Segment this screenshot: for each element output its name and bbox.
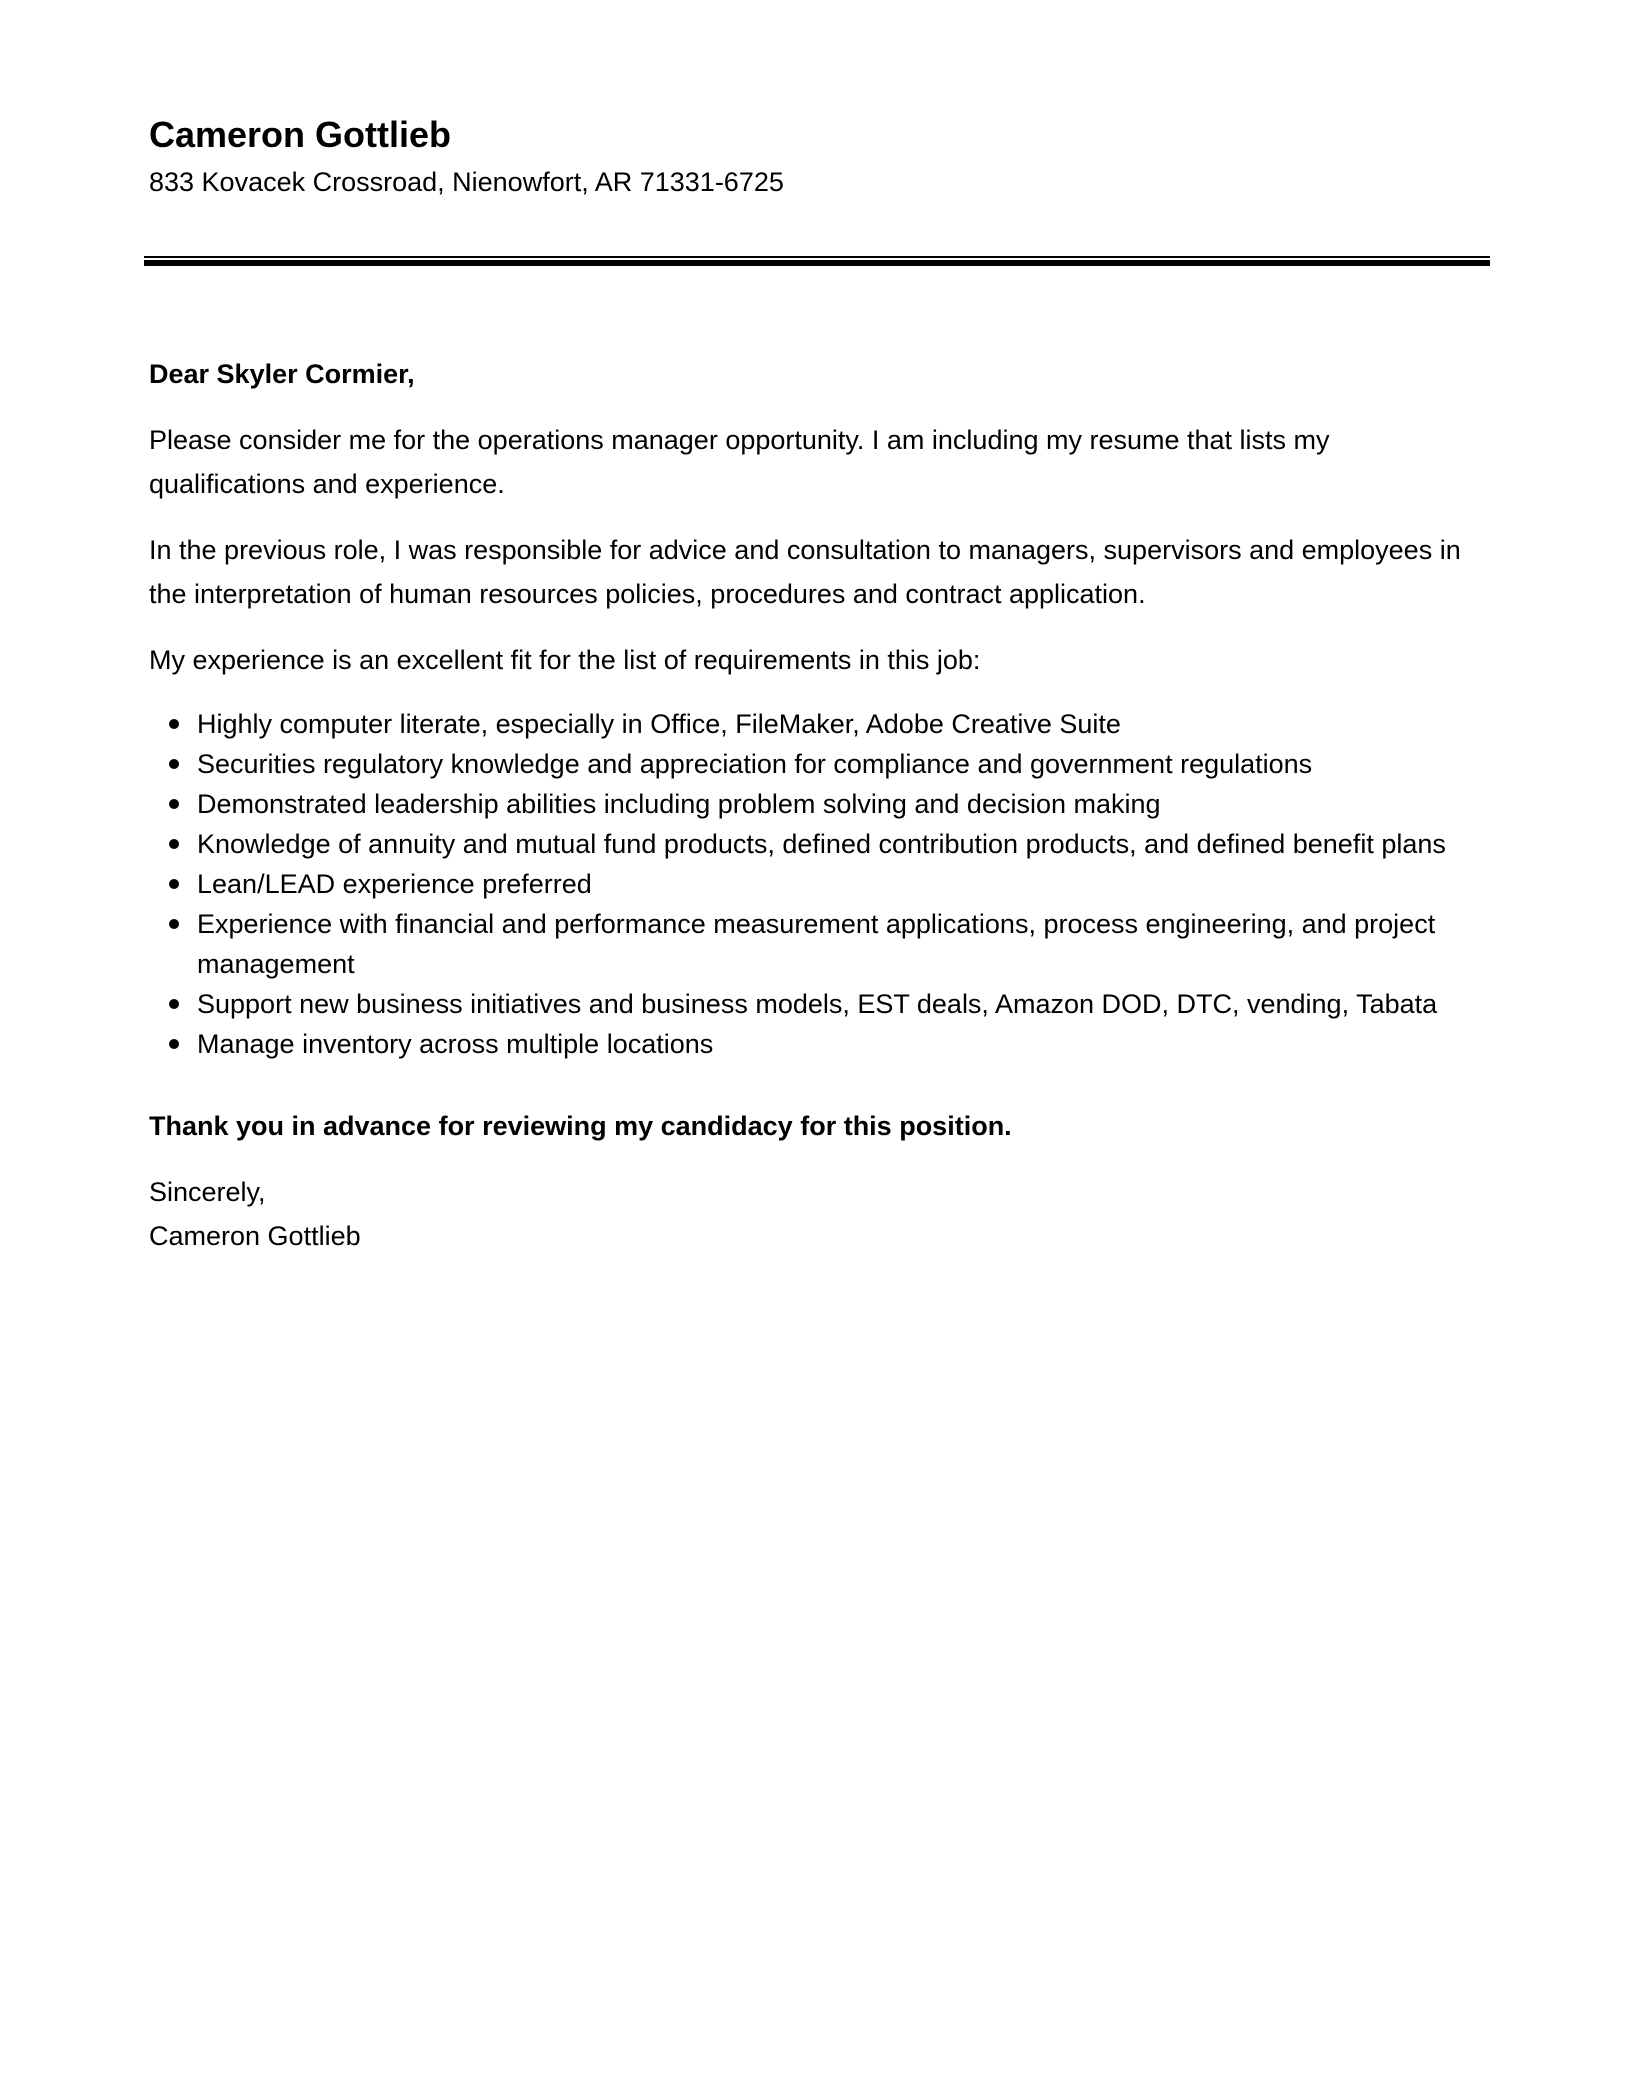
signature-name: Cameron Gottlieb (149, 1221, 361, 1251)
header-divider-thick (144, 260, 1490, 266)
letter-header (149, 110, 1489, 204)
letter-body (149, 352, 1489, 1258)
list-item: Demonstrated leadership abilities including problem solving and decision making (149, 784, 1489, 824)
list-item: Knowledge of annuity and mutual fund products, defined contribution products, and defined benefit plans (149, 824, 1489, 864)
signoff: Sincerely, (149, 1177, 266, 1207)
paragraph-intro: Please consider me for the operations manager opportunity. I am including my resume that lists my qualifications and experience. (149, 425, 1330, 499)
salutation: Dear Skyler Cormier, (149, 359, 415, 389)
header-divider-thin (144, 256, 1490, 258)
sender-address: 833 Kovacek Crossroad, Nienowfort, AR 71331-6725 (149, 167, 784, 197)
list-item: Securities regulatory knowledge and appreciation for compliance and government regulations (149, 744, 1489, 784)
sender-name: Cameron Gottlieb (149, 114, 452, 155)
requirements-list (149, 704, 1489, 1064)
list-item: Support new business initiatives and business models, EST deals, Amazon DOD, DTC, vending, Tabata (149, 984, 1489, 1024)
paragraph-previous-role: In the previous role, I was responsible for advice and consultation to managers, supervisors and employees in the interpretation of human resources policies, procedures and contract application. (149, 535, 1461, 609)
closing-statement: Thank you in advance for reviewing my candidacy for this position. (149, 1111, 1012, 1141)
list-item: Experience with financial and performance measurement applications, process engineering, and project management (149, 904, 1489, 984)
list-item: Manage inventory across multiple locations (149, 1024, 1489, 1064)
paragraph-requirements-lead: My experience is an excellent fit for the list of requirements in this job: (149, 645, 981, 675)
list-item: Lean/LEAD experience preferred (149, 864, 1489, 904)
list-item: Highly computer literate, especially in Office, FileMaker, Adobe Creative Suite (149, 704, 1489, 744)
